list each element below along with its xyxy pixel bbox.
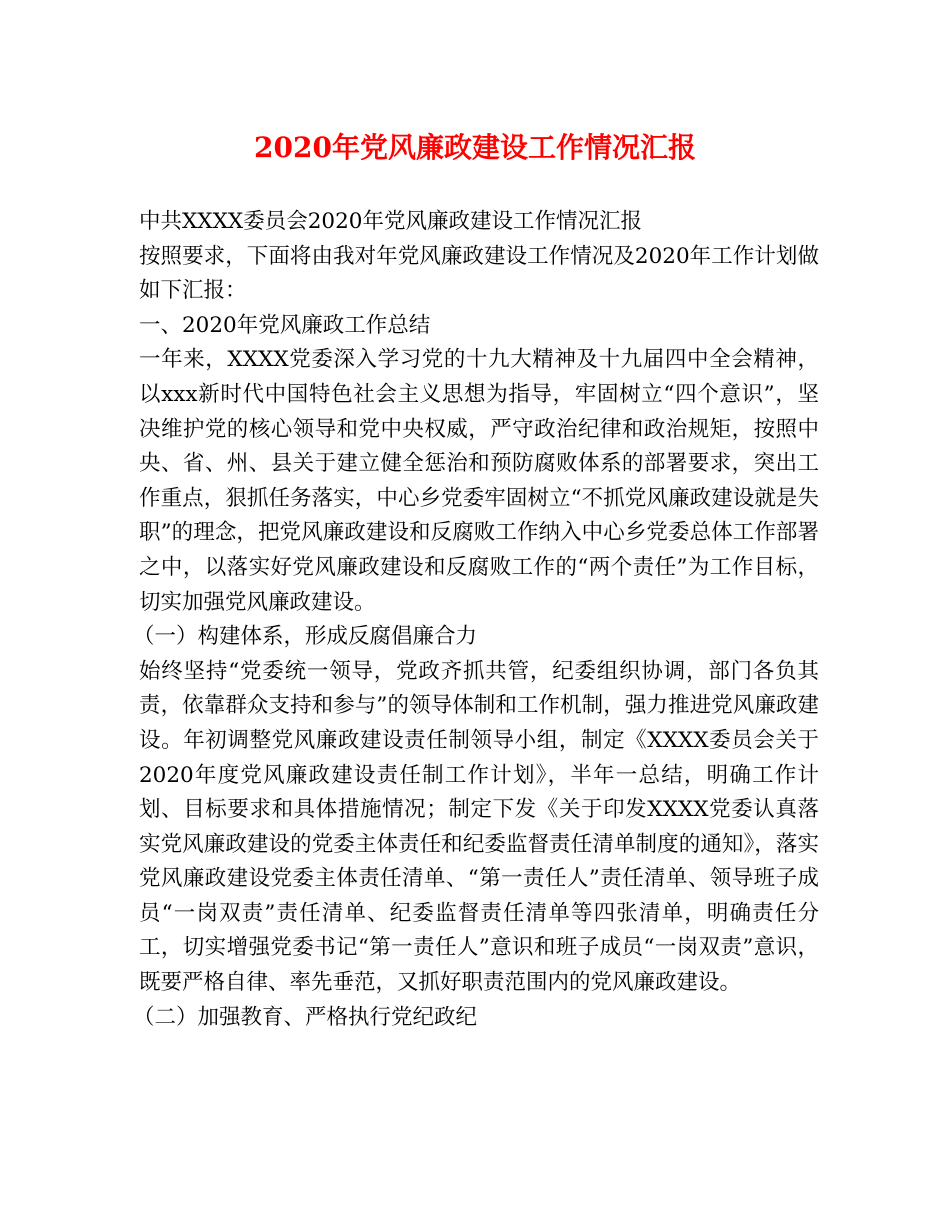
subsection-heading-education: （二）加强教育、严格执行党纪政纪 bbox=[133, 1004, 478, 1030]
system-paragraph: 始终坚持“党委统一领导，党政齐抓共管，纪委组织协调，部门各负其责，依靠群众支持和参与”的领导体制和工作机制，强力推进党风廉政建设。年初调整党风廉政建设责任制领导小组，制定《XXXX委员会关于2020年度党风廉政建设责任制工作计划》，半年一总结，明确工作计划、目标要求和具体措施情况；制定下发《关于印发XXXX党委认真落实党风廉政建设的党委主体责任和纪委监督责任清单制度的通知》，落实党风廉政建设党委主体责任清单、“第一责任人”责任清单、领导班子成员“一岗双责”责任清单、纪委监督责任清单等四张清单，明确责任分工，切实增强党委书记“第一责任人”意识和班子成员“一岗双责”意识，既要严格自律、率先垂范，又抓好职责范围内的党风廉政建设。 bbox=[139, 658, 819, 996]
subsection-heading-system: （一）构建体系，形成反腐倡廉合力 bbox=[133, 624, 478, 650]
intro-paragraph: 按照要求，下面将由我对年党风廉政建设工作情况及2020年工作计划做如下汇报： bbox=[139, 243, 819, 304]
summary-paragraph: 一年来，XXXX党委深入学习党的十九大精神及十九届四中全会精神，以xxx新时代中国特色社会主义思想为指导，牢固树立“四个意识”，坚决维护党的核心领导和党中央权威，严守政治纪律和政治规矩，按照中央、省、州、县关于建立健全惩治和预防腐败体系的部署要求，突出工作重点，狠抓任务落实，中心乡党委牢固树立“不抓党风廉政建设就是失职”的理念，把党风廉政建设和反腐败工作纳入中心乡党委总体工作部署之中，以落实好党风廉政建设和反腐败工作的“两个责任”为工作目标，切实加强党风廉政建设。 bbox=[139, 347, 819, 615]
document-title: 2020年党风廉政建设工作情况汇报 bbox=[254, 131, 696, 164]
section-heading-summary: 一、2020年党风廉政工作总结 bbox=[139, 312, 431, 338]
document-subtitle: 中共XXXX委员会2020年党风廉政建设工作情况汇报 bbox=[139, 209, 642, 234]
document-body bbox=[133, 205, 819, 1035]
